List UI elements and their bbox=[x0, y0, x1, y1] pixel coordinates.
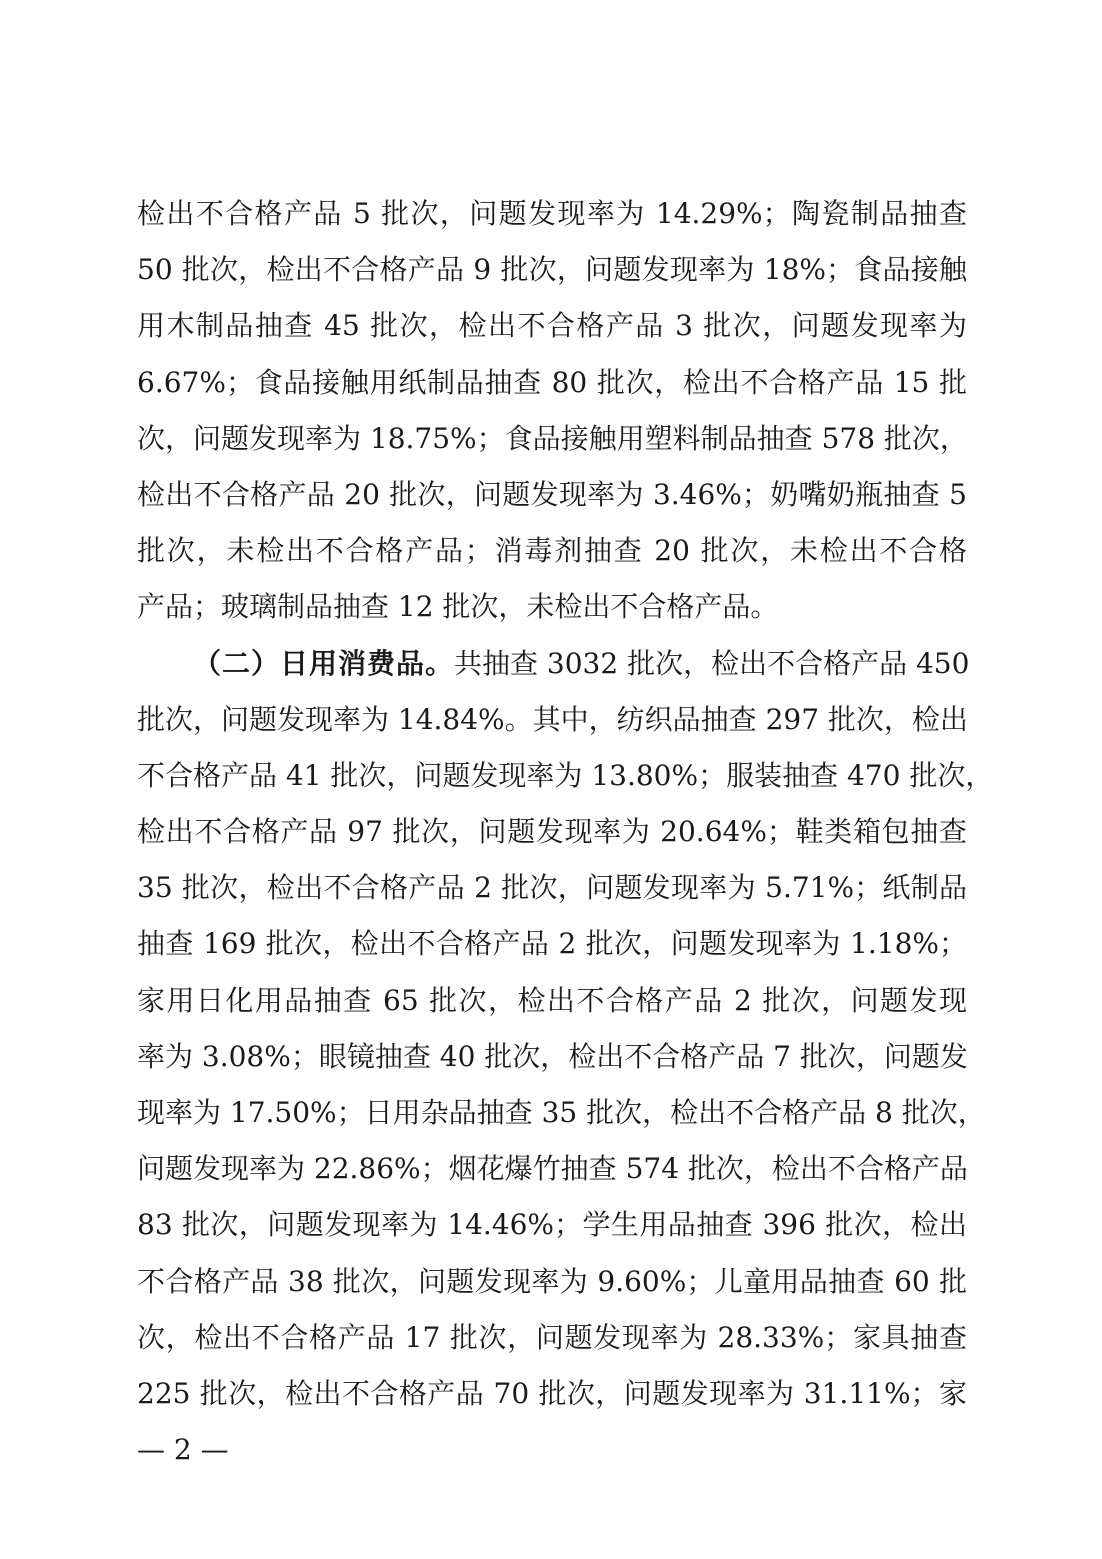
section-heading: （二）日用消费品。 bbox=[193, 646, 455, 680]
body-line: 批次，未检出不合格产品；消毒剂抽查 20 批次，未检出不合格 bbox=[137, 534, 967, 568]
section-line: 不合格产品 38 批次，问题发现率为 9.60%；儿童用品抽查 60 批 bbox=[137, 1264, 967, 1298]
body-line: 检出不合格产品 5 批次，问题发现率为 14.29%；陶瓷制品抽查 bbox=[137, 197, 967, 230]
section-line: 抽查 169 批次，检出不合格产品 2 批次，问题发现率为 1.18%； bbox=[137, 927, 967, 961]
body-line: 检出不合格产品 20 批次，问题发现率为 3.46%；奶嘴奶瓶抽查 5 bbox=[137, 477, 967, 511]
body-line: 次，问题发现率为 18.75%；食品接触用塑料制品抽查 578 批次， bbox=[137, 421, 968, 455]
section-line: 家用日化用品抽查 65 批次，检出不合格产品 2 批次，问题发现 bbox=[137, 983, 967, 1017]
body-line: 用木制品抽查 45 批次，检出不合格产品 3 批次，问题发现率为 bbox=[137, 309, 967, 343]
body-line: 6.67%；食品接触用纸制品抽查 80 批次，检出不合格产品 15 批 bbox=[137, 365, 967, 399]
section-line: 率为 3.08%；眼镜抽查 40 批次，检出不合格产品 7 批次，问题发 bbox=[137, 1039, 968, 1073]
section-line: 次，检出不合格产品 17 批次，问题发现率为 28.33%；家具抽查 bbox=[137, 1320, 967, 1354]
document-body bbox=[137, 186, 994, 1422]
section-first-line bbox=[137, 636, 970, 692]
section-line: 不合格产品 41 批次，问题发现率为 13.80%；服装抽查 470 批次， bbox=[137, 758, 994, 792]
section-line: 批次，问题发现率为 14.84%。其中，纺织品抽查 297 批次，检出 bbox=[137, 702, 968, 736]
section-first-line-text: 共抽查 3032 批次，检出不合格产品 450 bbox=[454, 646, 970, 680]
section-line: 检出不合格产品 97 批次，问题发现率为 20.64%；鞋类箱包抽查 bbox=[137, 815, 967, 849]
section-line: 35 批次，检出不合格产品 2 批次，问题发现率为 5.71%；纸制品 bbox=[137, 871, 967, 905]
section-line: 现率为 17.50%；日用杂品抽查 35 批次，检出不合格产品 8 批次， bbox=[137, 1096, 986, 1129]
body-line: 50 批次，检出不合格产品 9 批次，问题发现率为 18%；食品接触 bbox=[137, 253, 967, 287]
section-line: 问题发现率为 22.86%；烟花爆竹抽查 574 批次，检出不合格产品 bbox=[137, 1152, 968, 1186]
section-line: 83 批次，问题发现率为 14.46%；学生用品抽查 396 批次，检出 bbox=[137, 1208, 967, 1242]
body-line: 产品；玻璃制品抽查 12 批次，未检出不合格产品。 bbox=[137, 590, 779, 624]
page-number: — 2 — bbox=[137, 1433, 229, 1466]
section-line: 225 批次，检出不合格产品 70 批次，问题发现率为 31.11%；家 bbox=[137, 1376, 967, 1410]
